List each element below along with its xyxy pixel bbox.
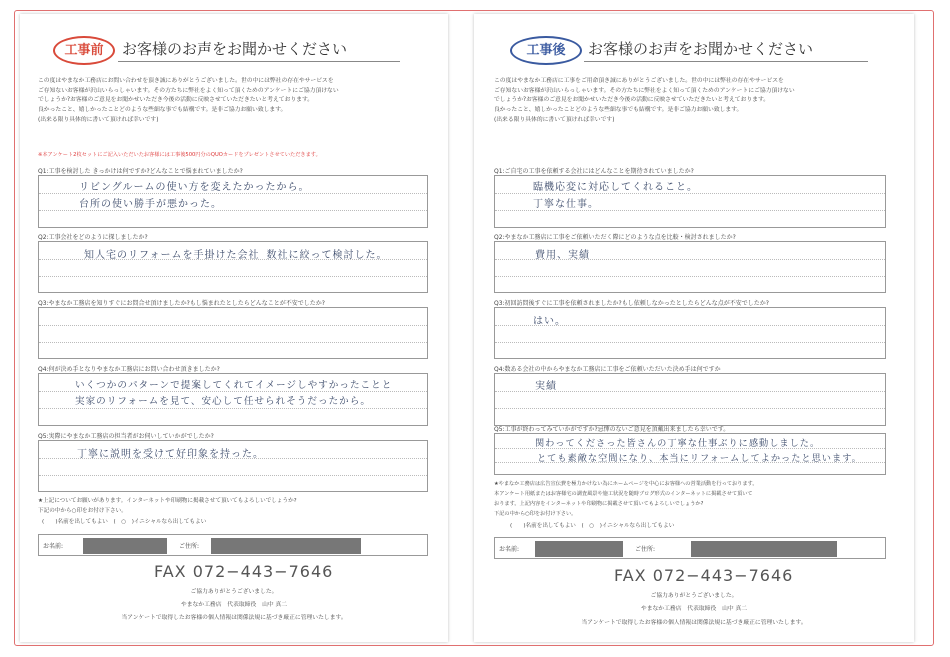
name-redacted: [83, 538, 167, 554]
fax-number: FAX 072−443−7646: [614, 566, 794, 585]
answer-3-line-1: はい。: [533, 316, 566, 327]
consent-text-4: 下記の中から○印をお付け下さい。: [494, 511, 577, 517]
answer-box-2: [38, 241, 428, 293]
company-name: やまなか工務店 代表取締役 山中 真二: [640, 606, 748, 612]
consent-choice: ( )名前を出してもよい ( ○ )イニシャルなら出してもよい: [42, 519, 207, 525]
thanks-text: ご協力ありがとうございました。: [190, 589, 278, 595]
question-5: Q5:工事が終わってみていかがですか?忌憚のないご意見を頂戴出来ましたら幸いです。: [494, 426, 730, 433]
address-redacted: [691, 541, 837, 557]
answer-4-line-1: 実績: [535, 381, 557, 392]
consent-text-2: 本アンケート用紙またはお客様宅の調査風景や施工状況を随時ブログ形式のインターネットに掲載させて頂いて: [494, 491, 753, 497]
answer-2-line-1: 知人宅のリフォームを手掛けた会社 数社に絞って検討した。: [84, 250, 388, 261]
question-1: Q1:工事を検討した きっかけは何ですか?どんなことで悩まれていましたか?: [38, 168, 243, 175]
address-label: ご住所:: [179, 543, 200, 550]
answer-box-3: [38, 307, 428, 359]
consent-text-3: おります。上記内容をインターネットや印刷物に掲載させて頂いてもよろしいでしょうか?: [494, 501, 704, 507]
answer-5-line-1: 丁寧に説明を受けて好印象を持った。: [77, 449, 264, 460]
thanks-text: ご協力ありがとうございました。: [650, 593, 738, 599]
answer-1-line-2: 台所の使い勝手が悪かった。: [79, 199, 222, 210]
answer-4-line-1: いくつかのパターンで提案してくれてイメージしやすかったことと: [75, 380, 393, 391]
answer-5-line-2: とても素敵な空間になり、本当にリフォームしてよかったと思います。: [537, 453, 862, 464]
address-redacted: [211, 538, 361, 554]
question-2: Q2:工事会社をどのように探しましたか?: [38, 234, 148, 241]
answer-2-line-1: 費用、実績: [535, 250, 590, 261]
name-label: お名前:: [43, 543, 64, 550]
question-4: Q4:数ある会社の中からやまなか工務店に工事をご依頼いただいた決め手は何ですか: [494, 366, 721, 373]
answer-box-2: [494, 241, 886, 293]
intro-text: この度はやまなか工務店に工事をご用命頂き誠にありがとうございました。世の中には弊社の存在やサービスを ご存知ないお客様が沢山いらっしゃいます。その方たちに弊社をよく知って頂くためのアンケートにご協力頂けない でしょうか?お客様のご意見をお聞かせいただき今後の活動に反映させていただきたいと考えております。 良かったこと、嬉しかったことどのような些細な事でも結構です。是非ご協力お願い致します。 (出来る限り具体的に書いて頂ければ幸いです): [494, 78, 795, 123]
answer-box-1: [38, 175, 428, 228]
consent-choice: ( )名前を出してもよい ( ○ )イニシャルなら出してもよい: [510, 523, 675, 529]
question-4: Q4:何が決め手となりやまなか工務店にお問い合わせ頂きましたか?: [38, 366, 220, 373]
survey-before-sheet: [20, 14, 448, 642]
answer-5-line-1: 関わってくださった皆さんの丁寧な仕事ぶりに感動しました。: [535, 438, 821, 449]
privacy-note: 当アンケートで取得したお客様の個人情報は関係法規に基づき厳正に管理いたします。: [581, 620, 807, 626]
consent-text-1: ★やまなか工務店は広告宣伝費を極力かけない為にホームページを中心にお客様への営業活動を行っております。: [494, 481, 758, 487]
question-1: Q1:ご自宅の工事を依頼する会社にはどんなことを期待されていましたか?: [494, 168, 694, 175]
answer-box-5: [494, 433, 886, 475]
answer-1-line-1: リビングルームの使い方を変えたかったから。: [79, 182, 310, 193]
privacy-note: 当アンケートで取得したお客様の個人情報は関係法規に基づき厳正に管理いたします。: [121, 615, 347, 621]
question-2: Q2:やまなか工務店に工事をご依頼いただく際にどのような点を比較・検討されましたか?: [494, 234, 736, 241]
answer-box-4: [38, 373, 428, 426]
answer-1-line-2: 丁寧な仕事。: [533, 199, 599, 210]
consent-text-1: ★上記についてお願いがあります。インターネットや印刷物に掲載させて頂いてもよろしいでしょうか?: [38, 498, 297, 504]
answer-box-5: [38, 440, 428, 492]
name-address-box: [494, 537, 886, 559]
answer-box-1: [494, 175, 886, 228]
question-3: Q3:初回訪問後すぐに工事を依頼されましたか?もし依頼しなかったとしたらどんな点が不安でしたか?: [494, 300, 769, 307]
before-badge: 工事前: [53, 36, 115, 65]
answer-4-line-2: 実家のリフォームを見て、安心して任せられそうだったから。: [75, 396, 371, 407]
quo-card-note: ※本アンケート2枚セットにご記入いただいたお客様には工事後500円分のQUOカードをプレゼントさせていただきます。: [38, 152, 321, 158]
answer-box-3: [494, 307, 886, 359]
company-name: やまなか工務店 代表取締役 山中 真二: [180, 602, 288, 608]
address-label: ご住所:: [635, 546, 656, 553]
fax-number: FAX 072−443−7646: [154, 562, 334, 581]
name-redacted: [535, 541, 623, 557]
answer-1-line-1: 臨機応変に対応してくれること。: [533, 182, 698, 193]
name-label: お名前:: [499, 546, 520, 553]
survey-title: お客様のお声をお聞かせください: [584, 36, 868, 62]
after-badge: 工事後: [510, 36, 582, 65]
answer-box-4: [494, 373, 886, 426]
question-3: Q3:やまなか工務店を知りすぐにお問合せ頂けましたか?もし悩まれたとしたらどんなことが不安でしたか?: [38, 300, 325, 307]
intro-text: この度はやまなか工務店にお問い合わせを頂き誠にありがとうございました。世の中には弊社の存在やサービスを ご存知ないお客様が沢山いらっしゃいます。その方たちに弊社をよく知って頂くためのアンケートにご協力頂けない でしょうか?お客様のご意見をお聞かせいただき今後の活動に反映させていただきたいと考えております。 良かったこと、嬉しかったことどのような些細な事でも結構です。是非ご協力お願い致します。 (出来る限り具体的に書いて頂ければ幸いです): [38, 78, 339, 123]
survey-after-sheet: [474, 14, 914, 642]
name-address-box: [38, 534, 428, 556]
survey-title: お客様のお声をお聞かせください: [118, 36, 400, 62]
consent-text-2: 下記の中から○印をお付け下さい。: [38, 508, 127, 514]
question-5: Q5:実際にやまなか工務店の担当者がお伺いしていかがでしたか?: [38, 433, 214, 440]
